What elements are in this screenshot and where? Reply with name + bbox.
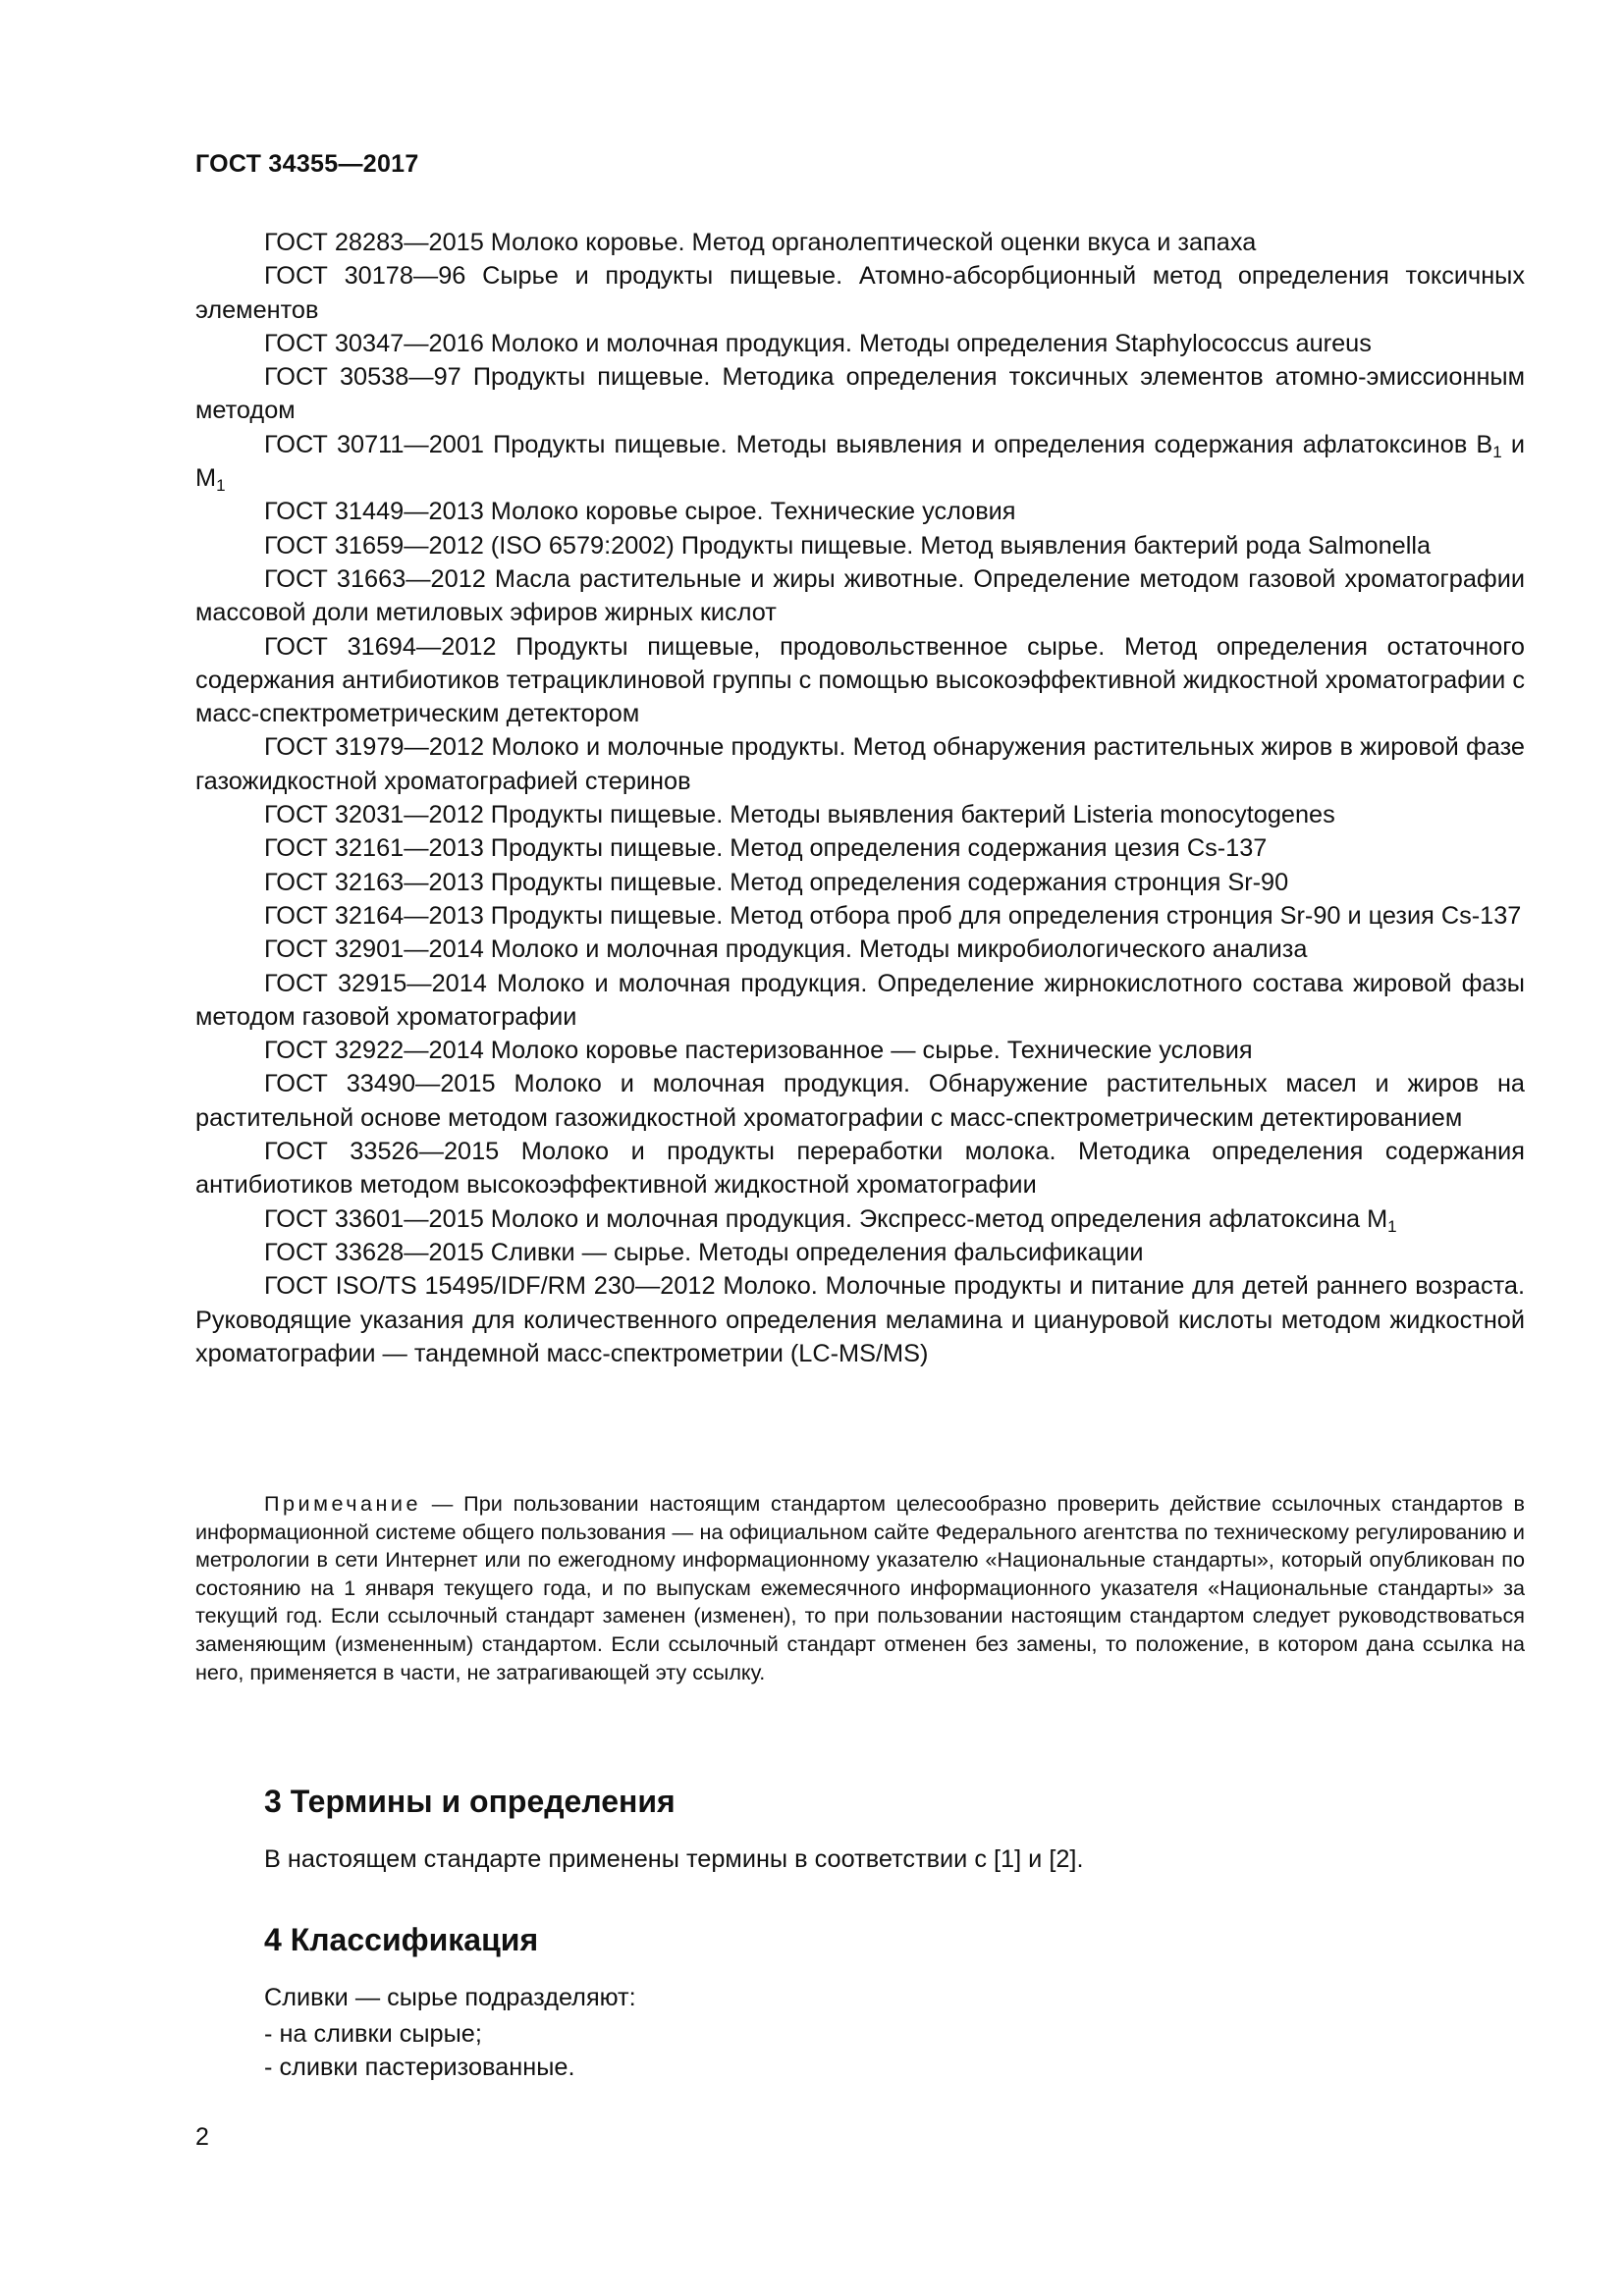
reference-item: ГОСТ 32922—2014 Молоко коровье пастеризованное — сырье. Технические условия (264, 1037, 1253, 1065)
reference-item: ГОСТ 31659—2012 (ISO 6579:2002) Продукты пищевые. Метод выявления бактерий рода Salmonella (264, 531, 1432, 560)
document-code-header: ГОСТ 34355—2017 (195, 150, 419, 178)
reference-item-with-subscripts (195, 428, 1525, 496)
reference-item: ГОСТ 33526—2015 Молоко и продукты переработки молока. Методика определения содержания антибиотиков методом высокоэффективной жидкостной хроматографии (195, 1138, 1525, 1200)
reference-text: и M (195, 430, 1525, 493)
reference-text: ГОСТ 33601—2015 Молоко и молочная продукция. Экспресс-метод определения афлатоксина M (264, 1204, 1388, 1233)
reference-text: ГОСТ 30711—2001 Продукты пищевые. Методы выявления и определения содержания афлатоксинов B (264, 430, 1493, 458)
list-item: - на сливки сырые; (264, 2020, 482, 2048)
reference-item: ГОСТ 31694—2012 Продукты пищевые, продовольственное сырье. Метод определения остаточного содержания антибиотиков тетрациклиновой группы с помощью высокоэффективной жидкостной хроматографии с масс-спектрометрическим детектором (195, 632, 1525, 728)
classification-list (264, 2017, 574, 2085)
reference-item: ГОСТ ISO/TS 15495/IDF/RM 230—2012 Молоко. Молочные продукты и питание для детей раннего возраста. Руководящие указания для количественного определения меламина и циануровой кислоты методом жидкостной хроматографии — тандемной масс-спектрометрии (LC-MS/MS) (195, 1272, 1525, 1367)
reference-item: ГОСТ 30538—97 Продукты пищевые. Методика определения токсичных элементов атомно-эмиссионным методом (195, 363, 1525, 425)
note-paragraph (195, 1490, 1525, 1686)
note-text: — При пользовании настоящим стандартом целесообразно проверить действие ссылочных стандартов в информационной системе общего пользования — на официальном сайте Федерального агентства по техническому регулированию и метрологии в сети Интернет или по ежегодному информационному указателю «Национальные стандарты», который опубликован по состоянию на 1 января текущего года, и по выпускам ежемесячного информационного указателя «Национальные стандарты» за текущий год. Если ссылочный стандарт заменен (изменен), то при пользовании настоящим стандартом следует руководствоваться заменяющим (измененным) стандартом. Если ссылочный стандарт отменен без замены, то положение, в котором дана ссылка на него, применяется в части, не затрагивающей эту ссылку. (195, 1491, 1525, 1684)
reference-item: ГОСТ 31979—2012 Молоко и молочные продукты. Метод обнаружения растительных жиров в жировой фазе газожидкостной хроматографией стеринов (195, 733, 1525, 795)
reference-item: ГОСТ 30178—96 Сырье и продукты пищевые. Атомно-абсорбционный метод определения токсичных элементов (195, 262, 1525, 324)
reference-item: ГОСТ 30347—2016 Молоко и молочная продукция. Методы определения Staphylococcus aureus (264, 329, 1372, 357)
reference-item: ГОСТ 28283—2015 Молоко коровье. Метод органолептической оценки вкуса и запаха (264, 229, 1257, 256)
subscript: 1 (1387, 1216, 1397, 1236)
reference-item: ГОСТ 31663—2012 Масла растительные и жиры животные. Определение методом газовой хроматографии массовой доли метиловых эфиров жирных кислот (195, 564, 1525, 627)
section-4-title: 4 Классификация (264, 1922, 539, 1957)
reference-item: ГОСТ 31449—2013 Молоко коровье сырое. Технические условия (264, 498, 1016, 526)
reference-item-with-subscript (195, 1202, 1525, 1236)
section-4-intro: Сливки — сырье подразделяют: (264, 1984, 636, 2011)
reference-item: ГОСТ 32163—2013 Продукты пищевые. Метод определения содержания стронция Sr-90 (264, 868, 1289, 896)
section-3-text: В настоящем стандарте применены термины в соответствии с [1] и [2]. (264, 1845, 1084, 1873)
reference-item: ГОСТ 32901—2014 Молоко и молочная продукция. Методы микробиологического анализа (264, 935, 1308, 964)
reference-item: ГОСТ 32915—2014 Молоко и молочная продукция. Определение жирнокислотного состава жировой фазы методом газовой хроматографии (195, 969, 1525, 1031)
reference-item: ГОСТ 32161—2013 Продукты пищевые. Метод определения содержания цезия Cs-137 (264, 834, 1268, 863)
subscript: 1 (216, 476, 226, 496)
reference-item: ГОСТ 32031—2012 Продукты пищевые. Методы выявления бактерий Listeria monocytogenes (264, 801, 1335, 829)
reference-item: ГОСТ 33490—2015 Молоко и молочная продукция. Обнаружение растительных масел и жиров на растительной основе методом газожидкостной хроматографии с масс-спектрометрическим детектированием (195, 1070, 1525, 1132)
list-item: - сливки пастеризованные. (264, 2054, 575, 2082)
reference-item: ГОСТ 32164—2013 Продукты пищевые. Метод отбора проб для определения стронция Sr-90 и цезия Cs-137 (264, 901, 1522, 930)
normative-references-list (195, 226, 1525, 1370)
reference-item: ГОСТ 33628—2015 Сливки — сырье. Методы определения фальсификации (264, 1238, 1144, 1266)
subscript: 1 (1492, 442, 1502, 461)
page-number: 2 (195, 2123, 209, 2151)
section-3-title: 3 Термины и определения (264, 1784, 676, 1819)
note-label: Примечание (264, 1491, 421, 1516)
